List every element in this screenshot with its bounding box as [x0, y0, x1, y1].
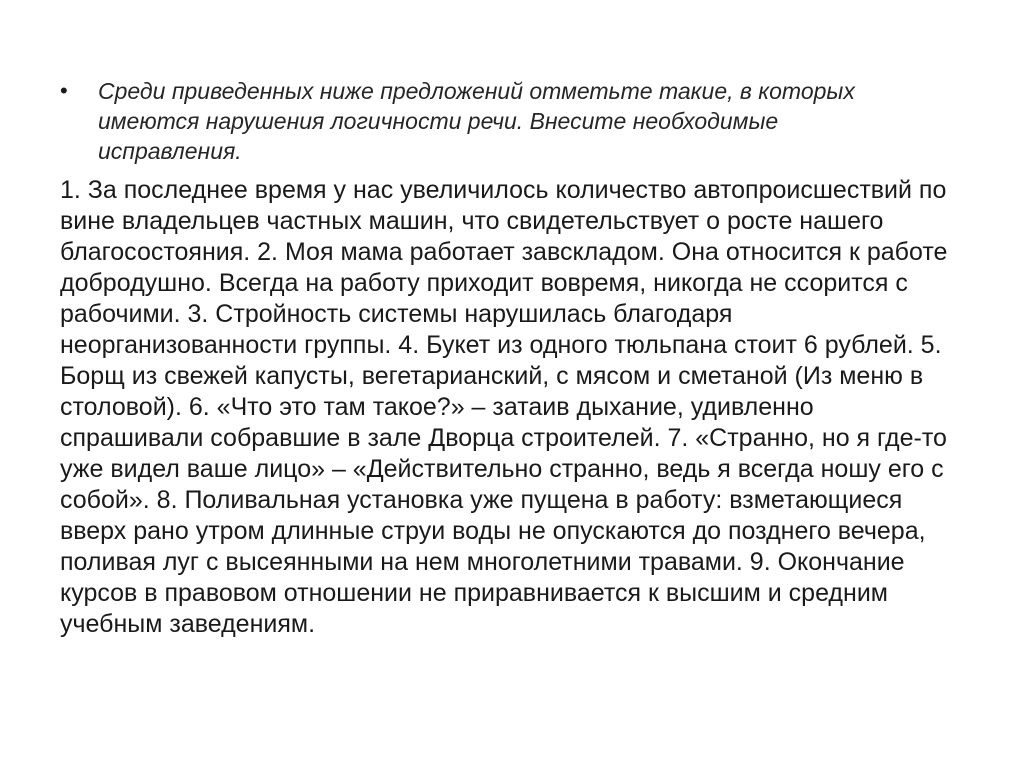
task-bullet — [60, 76, 940, 166]
exercise-sentences: 1. За последнее время у нас увеличилось количество автопроисшествий по вине владельцев частных машин, что свидетельствует о росте нашего благосостояния. 2. Моя мама работает завскладом. Она относится к работе добродушно. Всегда на работу приходит вовремя, никогда не ссорится с рабочими. 3. Стройность системы нарушилась благодаря неорганизованности группы. 4. Букет из одного тюльпана стоит 6 рублей. 5. Борщ из свежей капусты, вегетарианский, с мясом и сметаной (Из меню в столовой). 6. «Что это там такое?» – затаив дыхание, удивленно спрашивали собравшие в зале Дворца строителей. 7. «Странно, но я где-то уже видел ваше лицо» – «Действительно странно, ведь я всегда ношу его с собой». 8. Поливальная установка уже пущена в работу: взметающиеся вверх рано утром длинные струи воды не опускаются до позднего вечера, поливая луг с высеянными на нем многолетними травами. 9. Окончание курсов в правовом отношении не приравнивается к высшим и средним учебным заведениям. — [60, 176, 948, 638]
task-instruction: Среди приведенных ниже предложений отметьте такие, в которых имеются нарушения логичности речи. Внесите необходимые исправления. — [98, 78, 855, 164]
bullet-marker: • — [60, 78, 68, 103]
